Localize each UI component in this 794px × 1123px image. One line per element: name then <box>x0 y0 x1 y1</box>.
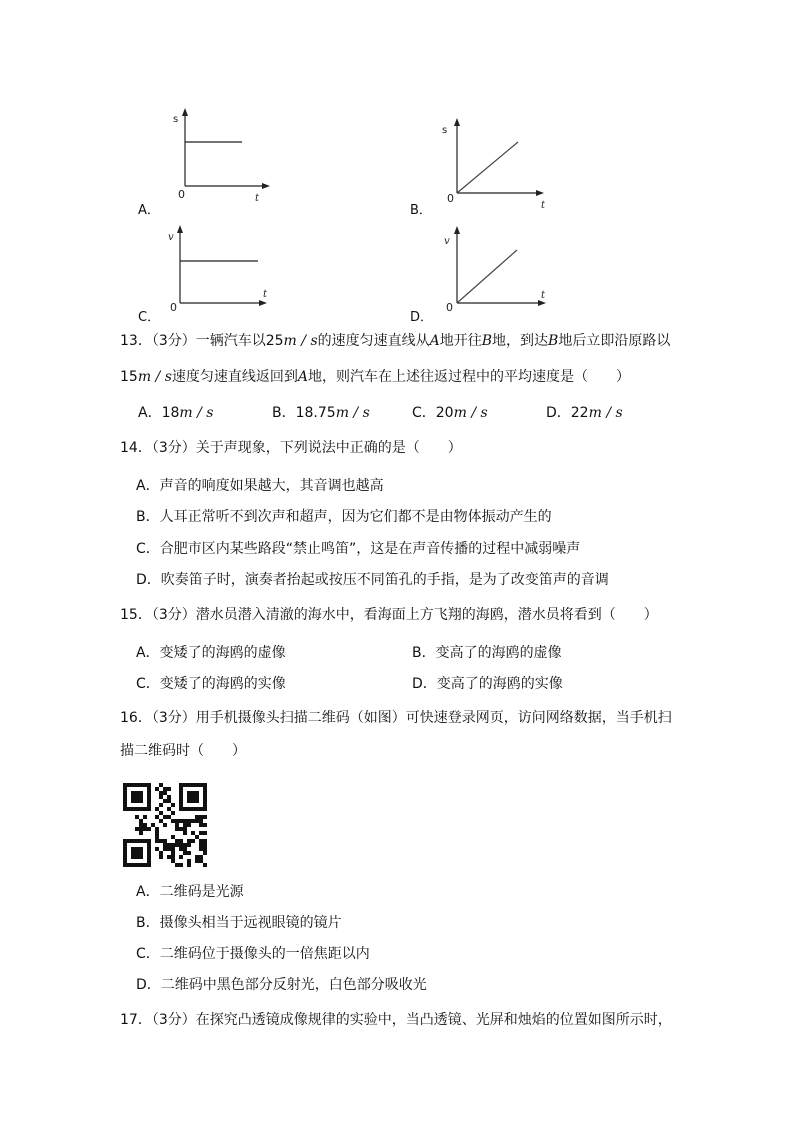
graph-a-letter[interactable]: A． <box>138 203 160 218</box>
qr-code-image <box>123 783 207 867</box>
q13-point-b-2: B <box>548 333 559 349</box>
q16-option-a[interactable]: A．二维码是光源 <box>136 884 244 900</box>
qr-code-svg <box>123 783 207 867</box>
q13-line2-post: 地，则汽车在上述往返过程中的平均速度是（ ） <box>308 369 631 385</box>
graph-c-svg <box>165 223 275 318</box>
graph-a <box>170 108 280 203</box>
q14-option-b[interactable]: B．人耳正常听不到次声和超声，因为它们都不是由物体振动产生的 <box>136 509 552 525</box>
q13-line1-pre: 13．（3分）一辆汽车以25 <box>120 333 284 349</box>
graph-b-letter[interactable]: B． <box>410 203 432 218</box>
graph-c-xlabel: t <box>263 289 268 300</box>
graph-d-origin: 0 <box>446 301 453 314</box>
q13-point-a-2: A <box>297 369 309 385</box>
q13-line1-mid: 的速度匀速直线从 <box>317 333 430 349</box>
q15-option-a[interactable]: A．变矮了的海鸥的虚像 <box>136 645 286 661</box>
q13-line1-mid3: 地，到达 <box>492 333 549 349</box>
q16-option-c[interactable]: C．二维码位于摄像头的一倍焦距以内 <box>136 946 370 962</box>
q13-unit-2: m / s <box>137 369 172 385</box>
q15-option-d[interactable]: D．变高了的海鸥的实像 <box>412 676 563 692</box>
graph-a-svg <box>170 108 280 203</box>
graph-b-x-arrow <box>536 190 544 196</box>
graph-d-ylabel: v <box>444 236 450 247</box>
q13-line2-mid: 速度匀速直线返回到 <box>171 369 298 385</box>
q13-option-c[interactable]: C．20m / s <box>412 405 488 421</box>
graph-b-xlabel: t <box>541 200 546 211</box>
graph-c-ylabel: v <box>168 232 174 243</box>
graph-c-origin: 0 <box>170 301 177 314</box>
q14-option-c[interactable]: C．合肥市区内某些路段“禁止鸣笛”，这是在声音传播的过程中减弱噪声 <box>136 541 581 557</box>
q13-option-b[interactable]: B．18.75m / s <box>272 405 370 421</box>
graph-a-xlabel: t <box>255 193 260 204</box>
graph-d-line <box>457 250 517 303</box>
q13-unit-1: m / s <box>283 333 318 349</box>
q13-line-1 <box>120 331 670 351</box>
graph-d-y-arrow <box>454 226 460 234</box>
q13-line1-post: 地后立即沿原路以 <box>558 333 671 349</box>
q15-option-b[interactable]: B．变高了的海鸥的虚像 <box>412 645 562 661</box>
graph-b-line <box>457 142 518 193</box>
graph-b-y-arrow <box>454 118 460 126</box>
graph-c-y-arrow <box>177 225 183 233</box>
q13-point-a: A <box>429 333 440 349</box>
graph-d-svg <box>442 224 552 319</box>
q15-option-c[interactable]: C．变矮了的海鸥的实像 <box>136 676 286 692</box>
q16-line-2: 描二维码时（ ） <box>120 743 246 759</box>
q13-line1-mid2: 地开往 <box>439 333 482 349</box>
q13-option-a[interactable]: A．18m / s <box>138 405 214 421</box>
graph-b-ylabel: s <box>442 125 448 136</box>
graph-b-origin: 0 <box>447 192 454 205</box>
q13-option-d[interactable]: D．22m / s <box>546 405 623 421</box>
graph-a-origin: 0 <box>178 188 185 201</box>
graph-c <box>165 223 275 318</box>
graph-b-svg <box>440 115 550 210</box>
graph-a-ylabel: s <box>173 114 179 125</box>
graph-c-x-arrow <box>259 300 267 306</box>
q13-line2-pre: 15 <box>120 369 138 385</box>
graph-d-xlabel: t <box>541 290 546 301</box>
graph-c-letter[interactable]: C． <box>138 310 161 325</box>
q14-stem: 14．（3分）关于声现象，下列说法中正确的是（ ） <box>120 440 462 456</box>
q17-line-1: 17．（3分）在探究凸透镜成像规律的实验中，当凸透镜、光屏和烛焰的位置如图所示时， <box>120 1012 672 1028</box>
graph-a-y-arrow <box>182 108 188 116</box>
q15-stem: 15．（3分）潜水员潜入清澈的海水中，看海面上方飞翔的海鸥，潜水员将看到（ ） <box>120 607 658 623</box>
q16-line-1: 16．（3分）用手机摄像头扫描二维码（如图）可快速登录网页，访问网络数据，当手机扫 <box>120 710 672 726</box>
q13-line-2 <box>120 367 630 387</box>
graph-a-x-arrow <box>262 183 270 189</box>
q16-option-d[interactable]: D．二维码中黑色部分反射光，白色部分吸收光 <box>136 977 427 993</box>
q13-point-b: B <box>481 333 493 349</box>
q14-option-a[interactable]: A．声音的响度如果越大，其音调也越高 <box>136 478 384 494</box>
q14-option-d[interactable]: D．吹奏笛子时，演奏者抬起或按压不同笛孔的手指，是为了改变笛声的音调 <box>136 572 609 588</box>
q16-option-b[interactable]: B．摄像头相当于远视眼镜的镜片 <box>136 915 342 931</box>
graph-b <box>440 115 550 210</box>
graph-d <box>442 224 552 319</box>
graph-d-letter[interactable]: D． <box>410 310 434 325</box>
